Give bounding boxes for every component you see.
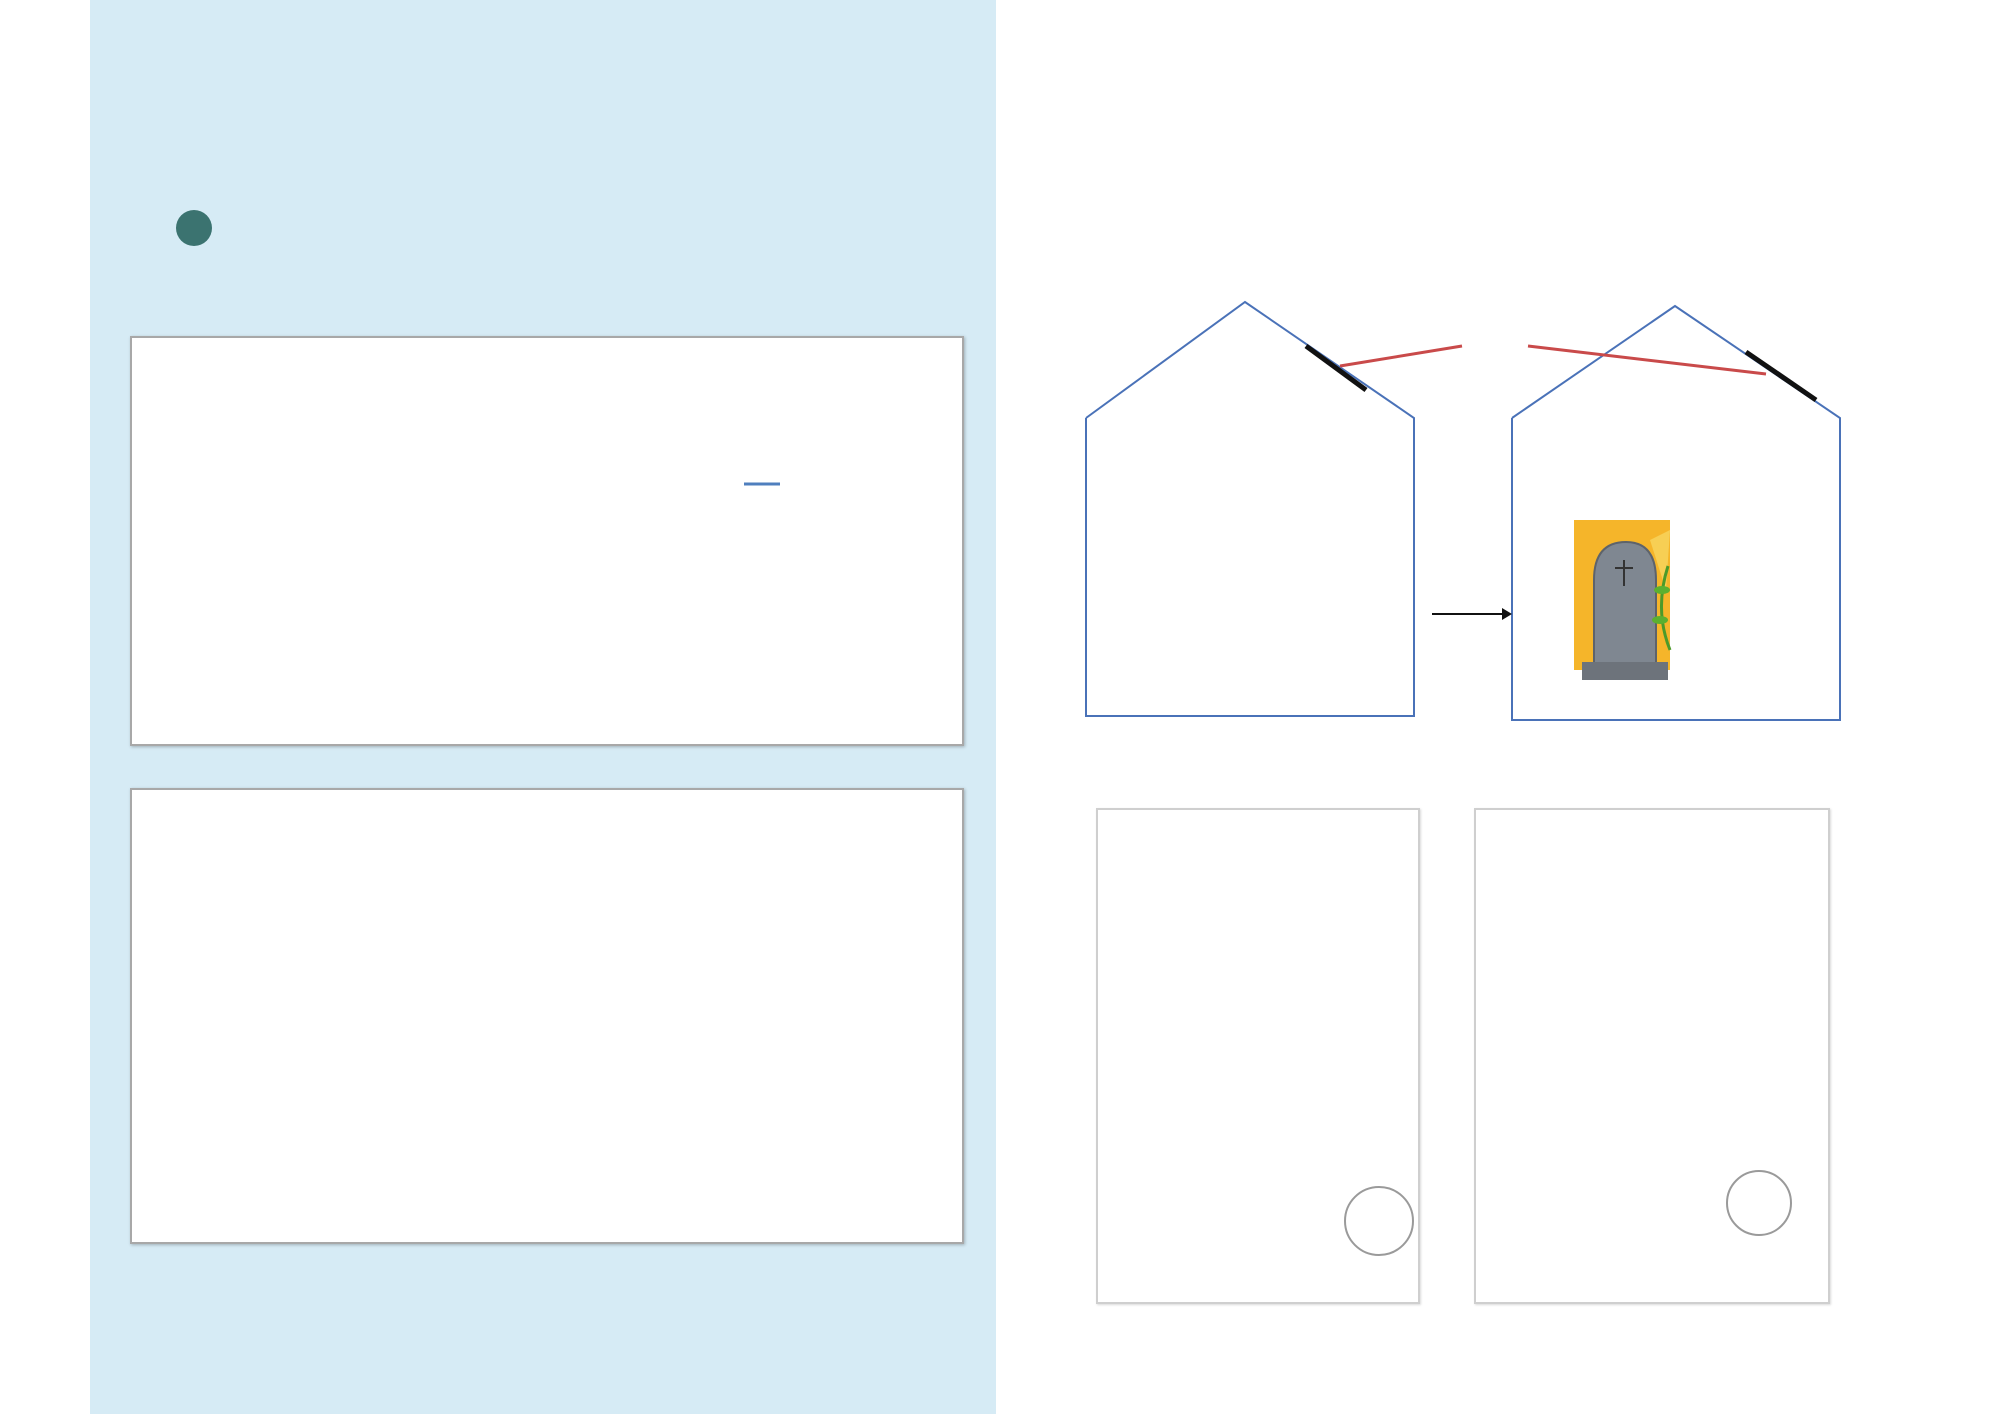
sgs-report-2 [1474,808,1830,1304]
house-right-outline [1512,306,1840,720]
filter-pointer-right [1528,346,1766,374]
arrow-head-icon [1502,608,1512,620]
bullet-icon [176,210,212,246]
fungi-chart-card [130,336,964,746]
filter-diagram [1070,290,1870,740]
house-left-outline [1086,302,1414,716]
filter-left [1306,346,1366,390]
filter-right [1746,352,1816,400]
sgs-stamp [1344,1186,1414,1256]
bacteria-chart [132,790,962,1242]
filter-pointer-left [1340,346,1462,366]
bacteria-chart-card [130,788,964,1244]
tombstone-icon [1574,520,1670,680]
fungi-chart [132,338,962,744]
sgs-report-1 [1096,808,1420,1304]
sgs-stamp [1726,1170,1792,1236]
